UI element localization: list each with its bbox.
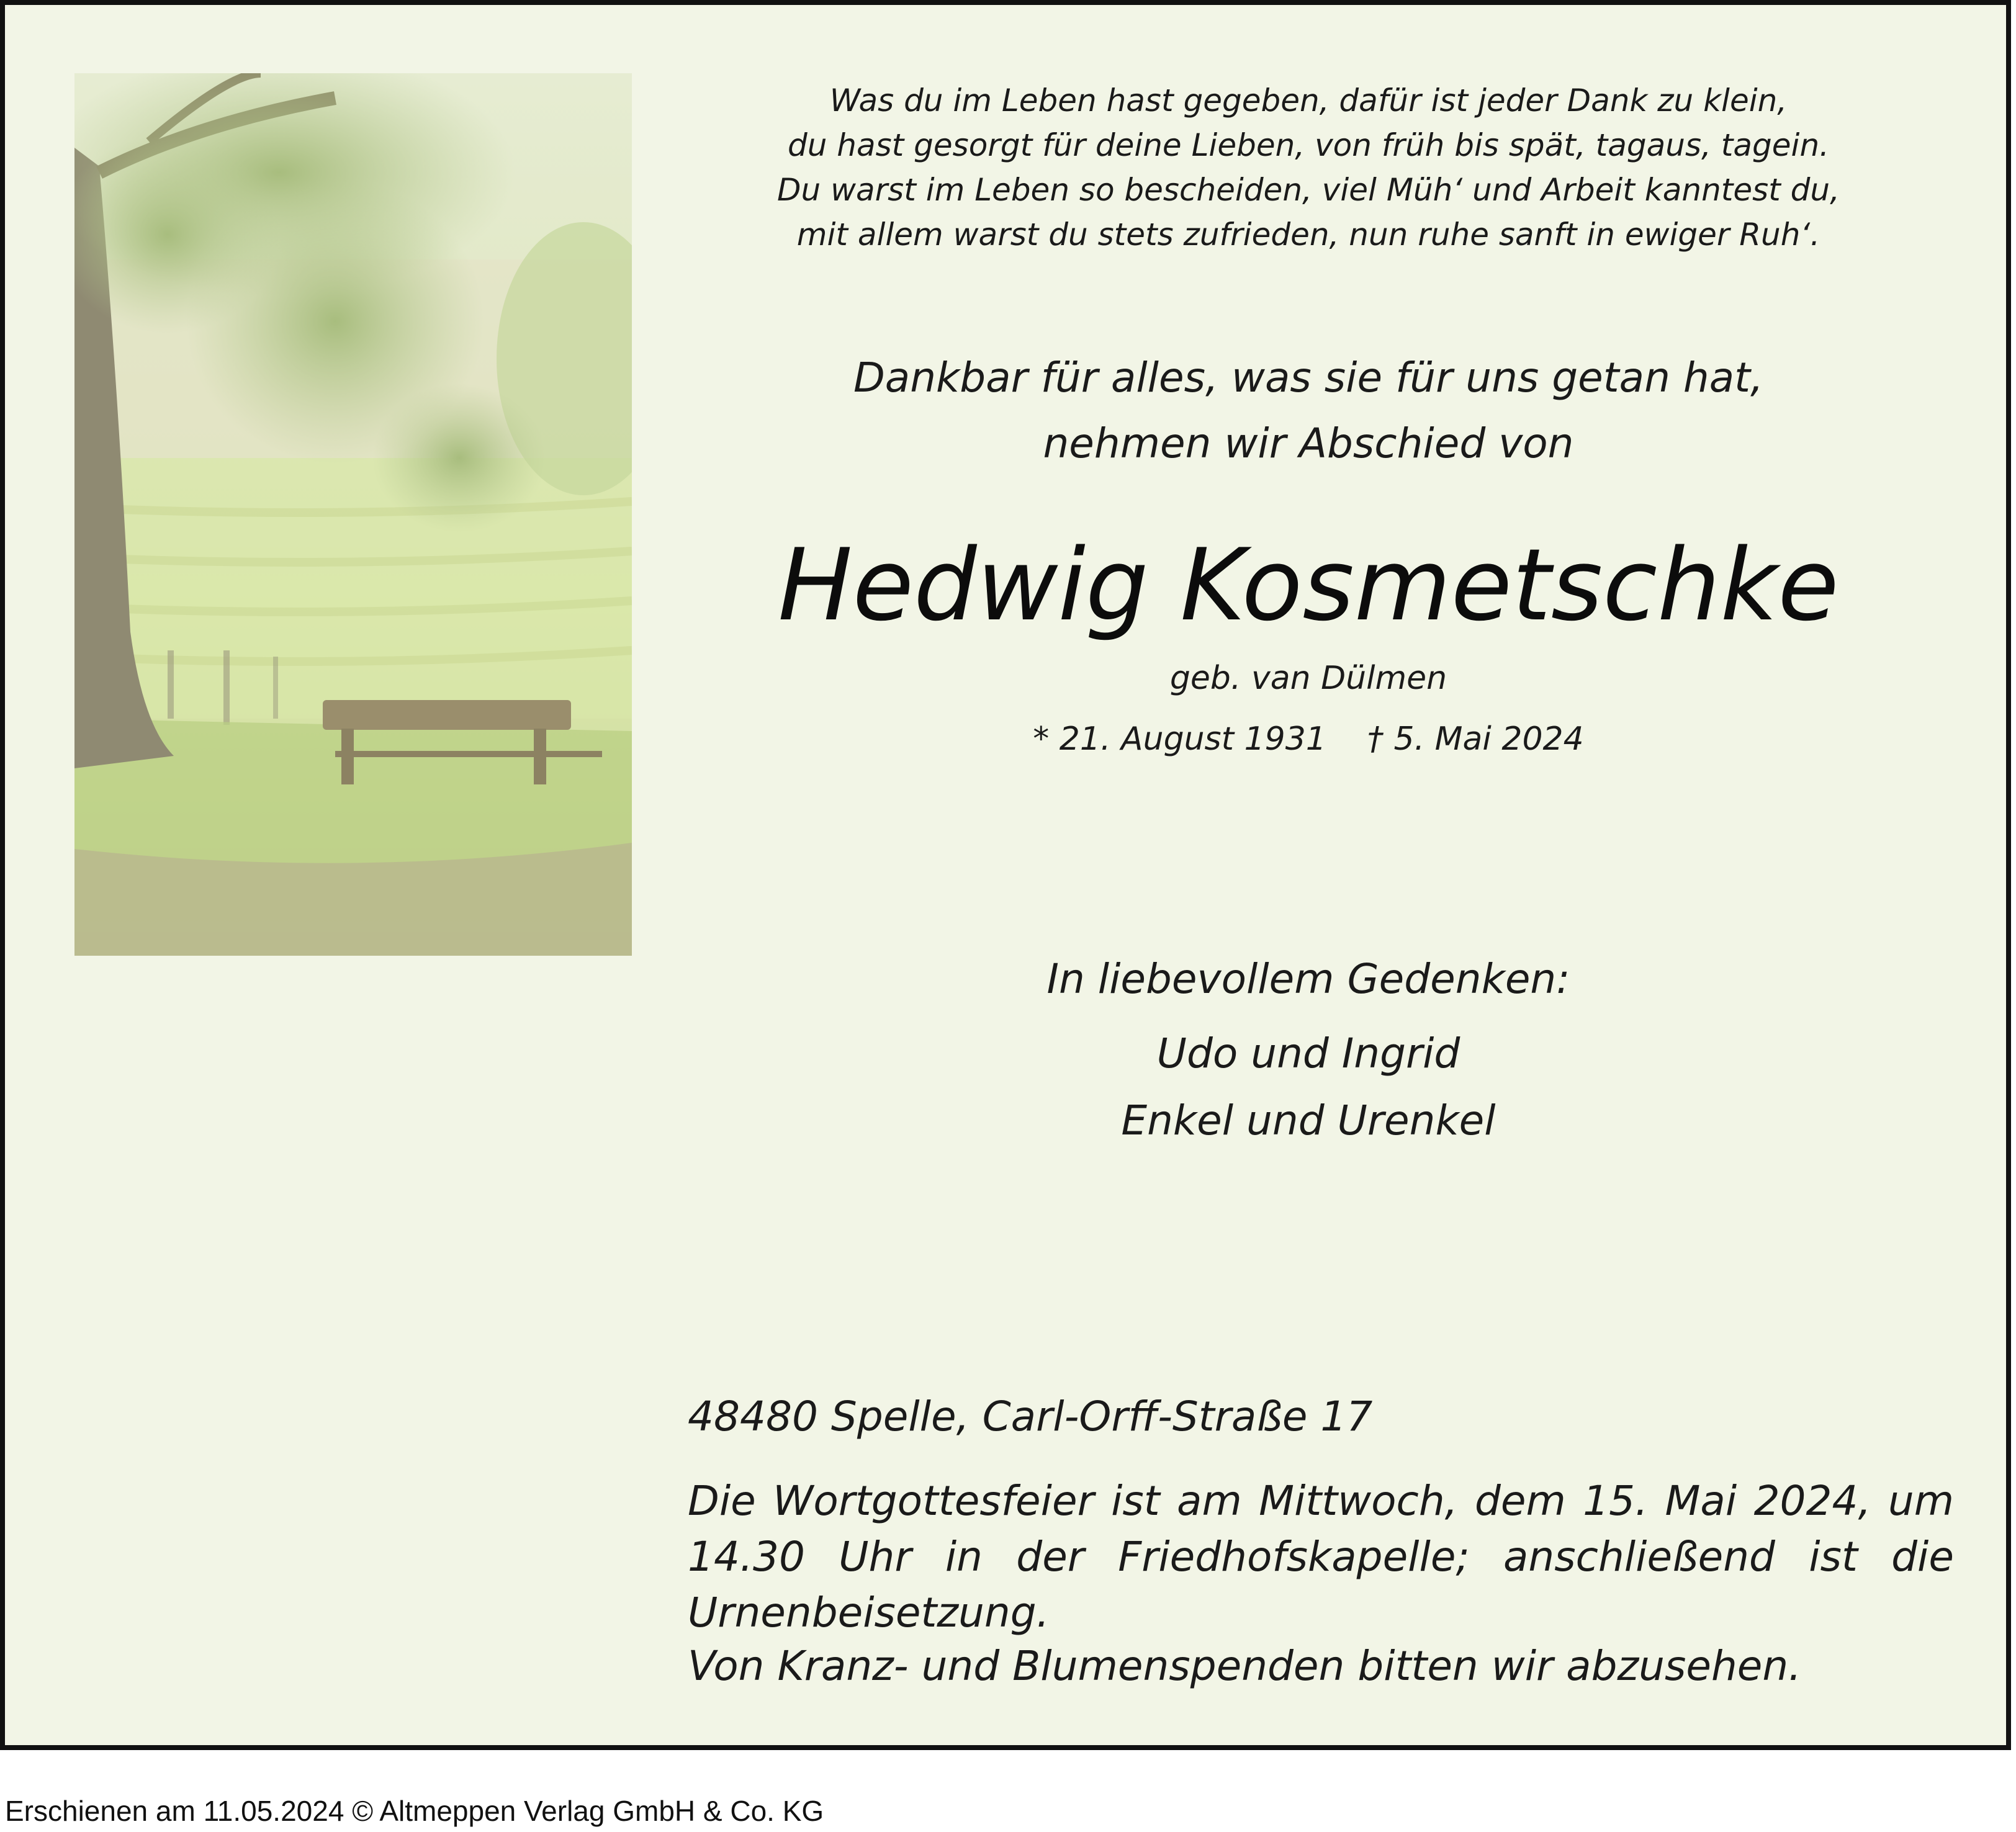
intro-line-2: nehmen wir Abschied von bbox=[1043, 420, 1574, 467]
donations-note: Von Kranz- und Blumenspenden bitten wir abzusehen. bbox=[688, 1642, 1802, 1690]
life-dates: * 21. August 1931 † 5. Mai 2024 bbox=[1033, 721, 1584, 758]
maiden-name: geb. van Dülmen bbox=[1169, 660, 1447, 697]
publication-footer: Erschienen am 11.05.2024 © Altmeppen Verlag GmbH & Co. KG bbox=[5, 1795, 824, 1827]
tree-bench-landscape-image bbox=[74, 73, 632, 956]
poem-line: Du warst im Leben so bescheiden, viel Müh‘ und Arbeit kanntest du, bbox=[776, 172, 1840, 208]
landscape-photo bbox=[74, 73, 632, 956]
address: 48480 Spelle, Carl-Orff-Straße 17 bbox=[688, 1393, 1373, 1440]
mourner-line: Udo und Ingrid bbox=[1156, 1030, 1460, 1077]
mourners-list bbox=[719, 1020, 1898, 1154]
service-info: Die Wortgottesfeier ist am Mittwoch, dem 15. Mai 2024, um 14.30 Uhr in der Friedhofskapelle; anschließend ist die Urnenbeisetzung. bbox=[688, 1477, 1954, 1637]
poem bbox=[719, 78, 1898, 257]
poem-line: Was du im Leben hast gegeben, dafür ist jeder Dank zu klein, bbox=[829, 83, 1788, 119]
poem-line: mit allem warst du stets zufrieden, nun ruhe sanft in ewiger Ruh‘. bbox=[796, 217, 1820, 253]
intro-text bbox=[719, 345, 1898, 477]
mourner-line: Enkel und Urenkel bbox=[1121, 1097, 1496, 1144]
deceased-name: Hedwig Kosmetschke bbox=[778, 527, 1839, 643]
intro-line-1: Dankbar für alles, was sie für uns getan hat, bbox=[853, 354, 1764, 402]
memory-heading: In liebevollem Gedenken: bbox=[1046, 955, 1570, 1003]
poem-line: du hast gesorgt für deine Lieben, von früh bis spät, tagaus, tagein. bbox=[787, 127, 1830, 163]
